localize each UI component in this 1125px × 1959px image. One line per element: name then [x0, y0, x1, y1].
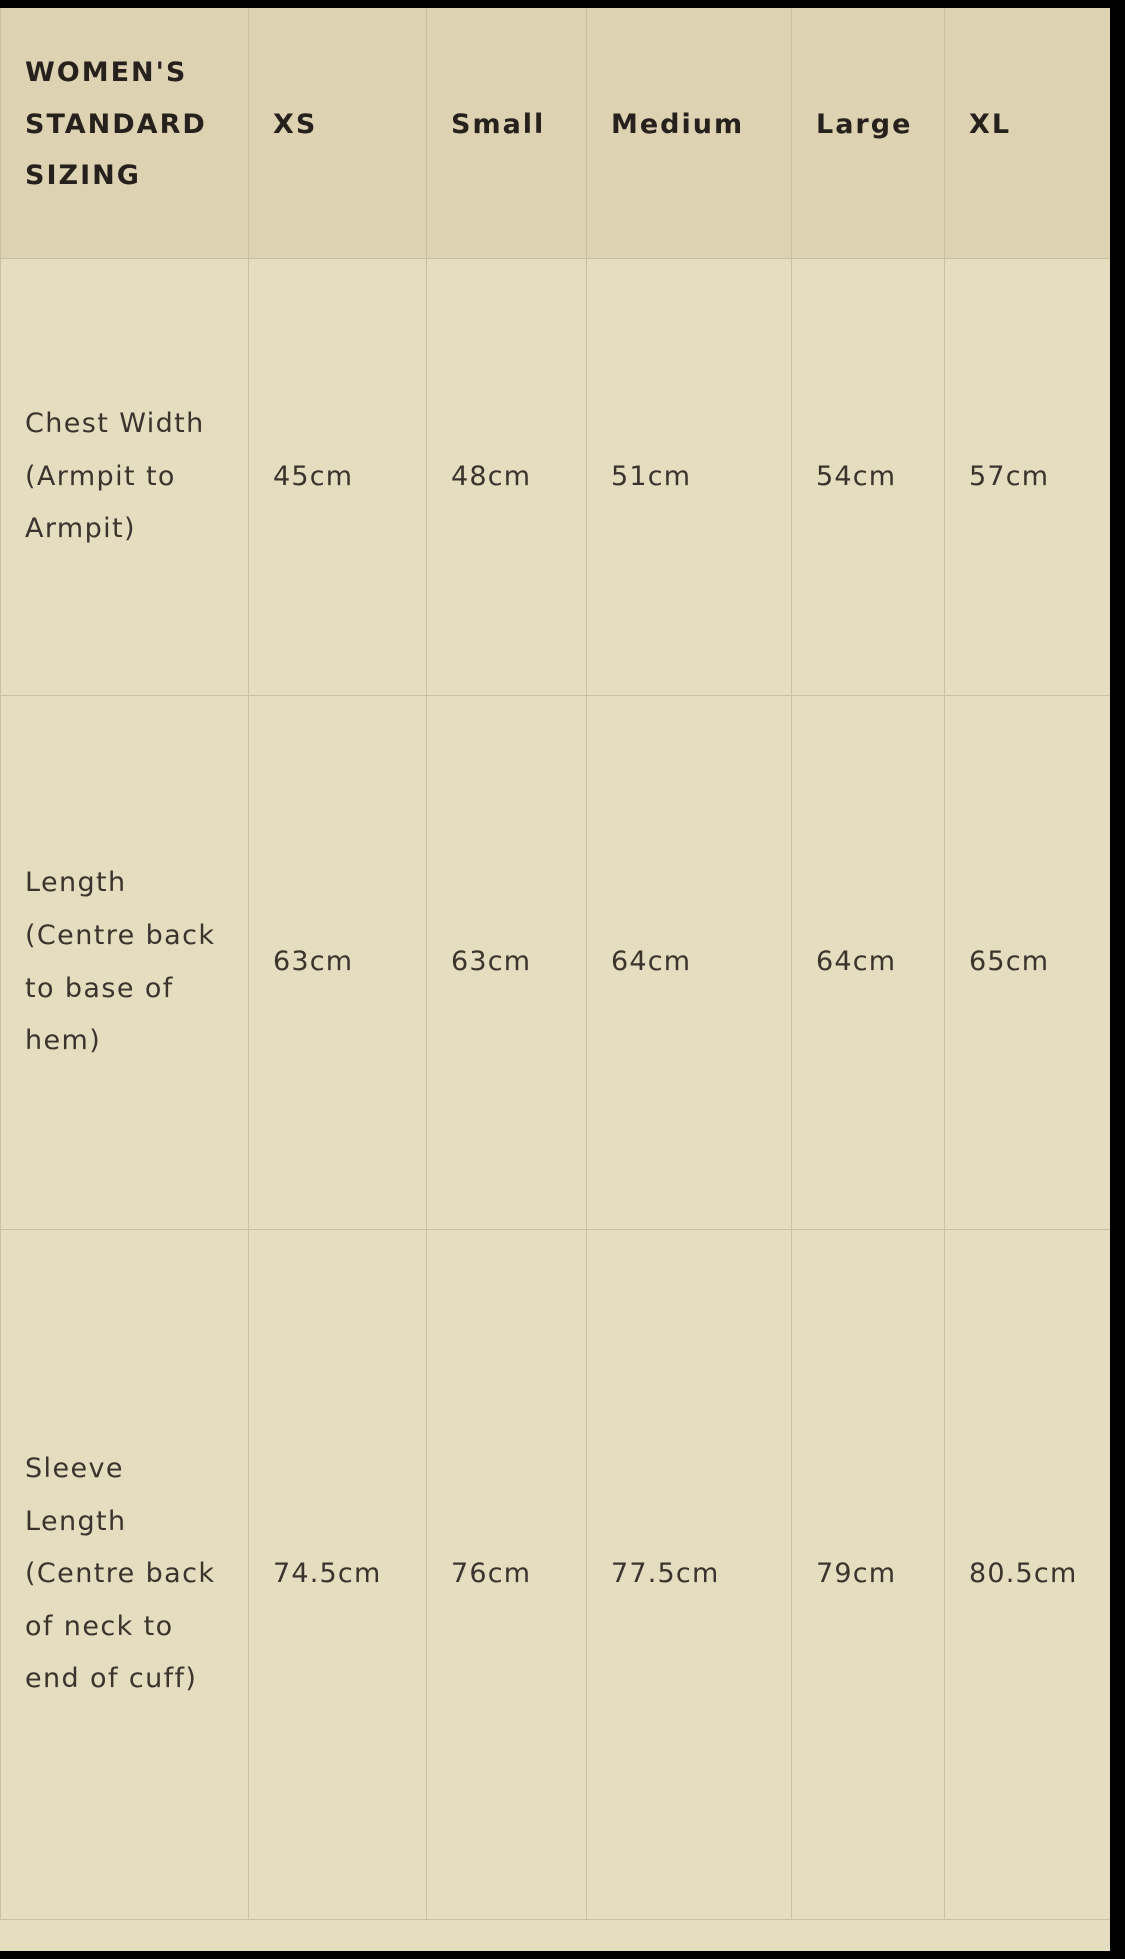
- table-header: [1, 8, 1111, 259]
- cell-length-xs: 63cm: [249, 696, 427, 1230]
- table-row: [1, 696, 1111, 1230]
- bottom-letterbox: [0, 1951, 1125, 1959]
- column-header-xs: XS: [249, 8, 427, 259]
- column-header-small: Small: [427, 8, 587, 259]
- column-header-medium: Medium: [587, 8, 792, 259]
- right-letterbox: [1110, 0, 1125, 1959]
- row-label-length: Length (Centre back to base of hem): [1, 696, 249, 1230]
- cell-chest-small: 48cm: [427, 259, 587, 696]
- cell-chest-large: 54cm: [792, 259, 945, 696]
- cell-sleeve-medium: 77.5cm: [587, 1230, 792, 1920]
- cell-length-large: 64cm: [792, 696, 945, 1230]
- size-chart-table: [0, 8, 1110, 1920]
- column-header-large: Large: [792, 8, 945, 259]
- cell-chest-xl: 57cm: [945, 259, 1111, 696]
- row-label-chest-width: Chest Width (Armpit to Armpit): [1, 259, 249, 696]
- cell-length-xl: 65cm: [945, 696, 1111, 1230]
- table-row: [1, 1230, 1111, 1920]
- row-label-sleeve-length: Sleeve Length (Centre back of neck to end of cuff): [1, 1230, 249, 1920]
- cell-chest-medium: 51cm: [587, 259, 792, 696]
- cell-length-small: 63cm: [427, 696, 587, 1230]
- table-body: [1, 259, 1111, 1920]
- table-row: [1, 259, 1111, 696]
- column-header-sizing: WOMEN'S STANDARD SIZING: [1, 8, 249, 259]
- cell-sleeve-large: 79cm: [792, 1230, 945, 1920]
- top-letterbox: [0, 0, 1125, 8]
- size-chart-container: [0, 8, 1110, 1951]
- cell-chest-xs: 45cm: [249, 259, 427, 696]
- cell-length-medium: 64cm: [587, 696, 792, 1230]
- cell-sleeve-xs: 74.5cm: [249, 1230, 427, 1920]
- cell-sleeve-xl: 80.5cm: [945, 1230, 1111, 1920]
- cell-sleeve-small: 76cm: [427, 1230, 587, 1920]
- column-header-xl: XL: [945, 8, 1111, 259]
- table-header-row: [1, 8, 1111, 259]
